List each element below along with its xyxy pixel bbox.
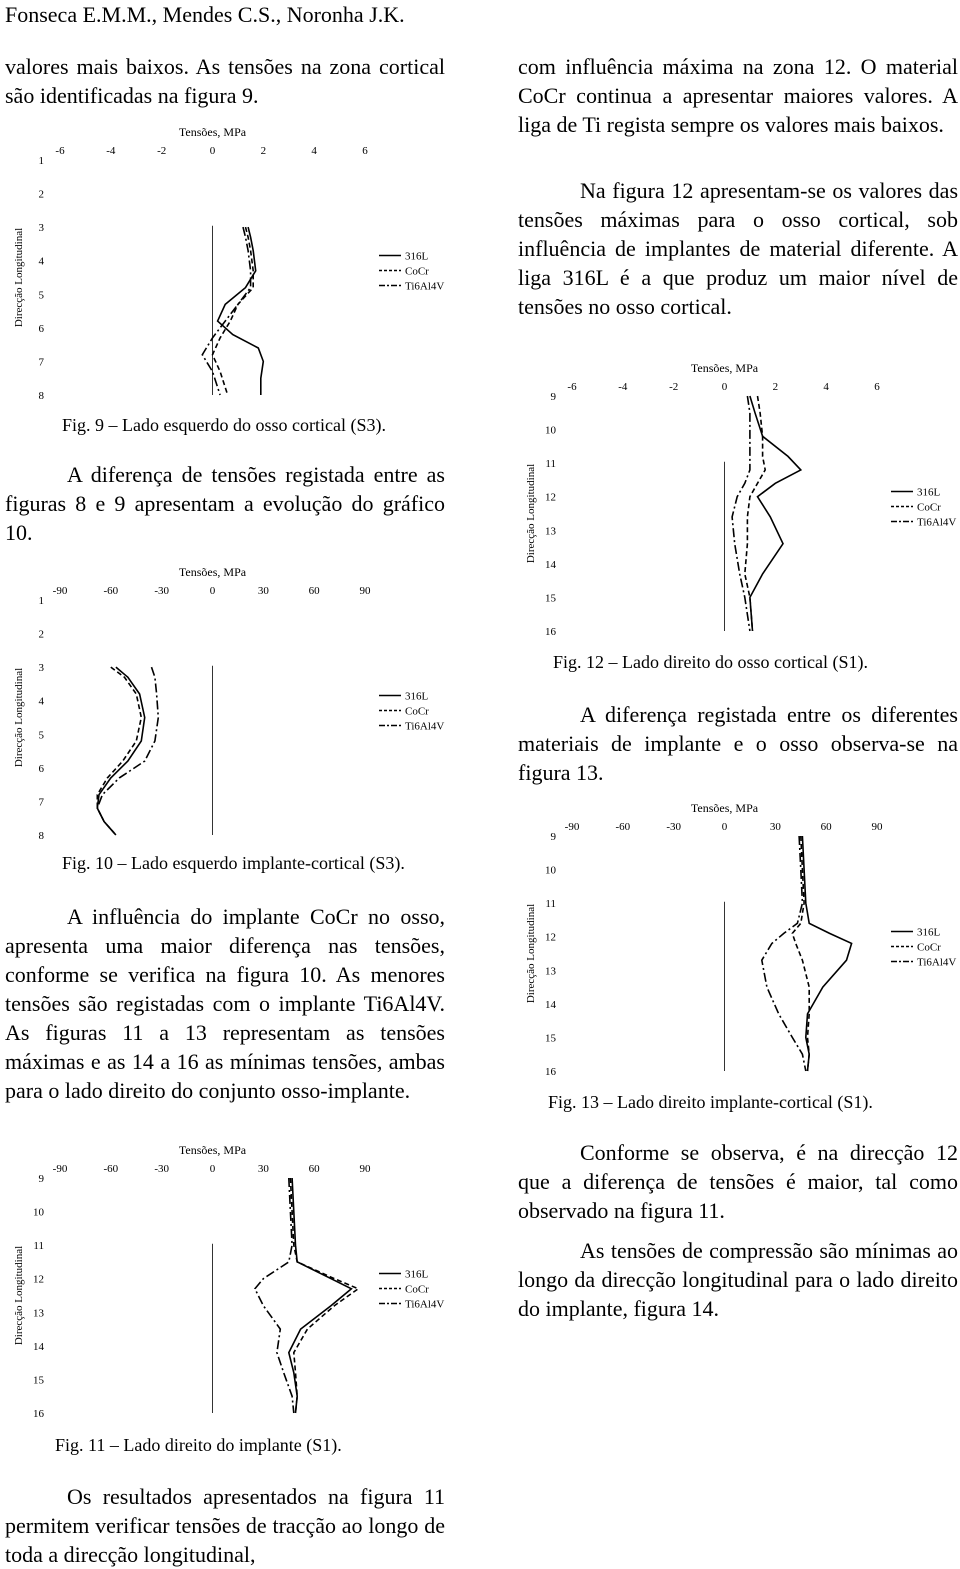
- series-line-316l: [218, 227, 264, 395]
- x-tick-label: -2: [157, 145, 167, 157]
- chart-title: Tensões, MPa: [690, 361, 759, 375]
- y-tick-label: 14: [33, 1340, 44, 1353]
- legend-label: CoCr: [917, 941, 941, 954]
- fig13-caption: Fig. 13 – Lado direito implante-cortical (S1).: [548, 1092, 873, 1112]
- fig9-chart: [10, 120, 470, 410]
- y-tick-label: 4: [38, 695, 44, 708]
- fig10-chart: [10, 560, 470, 840]
- paragraph-7: A diferença registada entre os diferentes materiais de implante e o osso observa-se na figura 13.: [518, 702, 958, 785]
- chart-title: Tensões, MPa: [178, 565, 247, 579]
- paragraph-2: A diferença de tensões registada entre as figuras 8 e 9 apresentam a evolução do gráfico 10.: [5, 462, 445, 545]
- legend-label: CoCr: [917, 501, 941, 514]
- y-tick-label: 10: [33, 1206, 44, 1219]
- fig11-caption: Fig. 11 – Lado direito do implante (S1).: [55, 1435, 342, 1455]
- y-tick-label: 2: [38, 628, 44, 641]
- legend-label: 316L: [917, 486, 941, 499]
- x-tick-label: -90: [52, 585, 68, 597]
- paragraph-6: Na figura 12 apresentam-se os valores das tensões máximas para o osso cortical, sob influência de implantes de material diferente. A liga 316L é a que produz um maior nível de tensões no osso cortical.: [518, 178, 958, 319]
- x-tick-label: 4: [823, 381, 829, 393]
- x-tick-label: 2: [772, 381, 779, 393]
- x-tick-label: 6: [362, 145, 368, 157]
- y-tick-label: 4: [38, 255, 44, 268]
- y-tick-label: 12: [545, 931, 556, 944]
- y-tick-label: 1: [38, 595, 44, 607]
- y-tick-label: 16: [33, 1408, 44, 1420]
- y-tick-label: 6: [38, 762, 44, 775]
- x-tick-label: 4: [311, 145, 317, 157]
- legend-label: 316L: [405, 250, 429, 263]
- y-axis-label: Direcção Longitudinal: [13, 667, 25, 768]
- y-tick-label: 15: [545, 592, 556, 605]
- y-tick-label: 11: [545, 898, 556, 911]
- legend-label: Ti6Al4V: [917, 516, 957, 529]
- x-tick-label: 30: [257, 585, 269, 597]
- x-tick-label: 0: [209, 145, 216, 157]
- legend-label: CoCr: [405, 705, 429, 718]
- x-tick-label: 2: [260, 145, 267, 157]
- y-tick-label: 13: [33, 1307, 44, 1320]
- fig9-caption: Fig. 9 – Lado esquerdo do osso cortical (S3).: [62, 415, 386, 435]
- x-tick-label: -30: [154, 1163, 170, 1175]
- y-tick-label: 10: [545, 424, 556, 437]
- y-axis-label: Direcção Longitudinal: [525, 903, 537, 1004]
- chart-title: Tensões, MPa: [178, 1143, 247, 1157]
- fig12-caption: Fig. 12 – Lado direito do osso cortical (S1).: [553, 652, 868, 672]
- x-tick-label: 6: [874, 381, 880, 393]
- x-tick-label: 90: [871, 821, 883, 833]
- x-tick-label: 0: [721, 381, 728, 393]
- y-tick-label: 14: [545, 998, 556, 1011]
- y-tick-label: 16: [545, 1066, 556, 1078]
- x-tick-label: 60: [308, 585, 320, 597]
- x-tick-label: 30: [769, 821, 781, 833]
- y-tick-label: 8: [38, 830, 44, 842]
- series-line-cocr: [745, 396, 765, 631]
- fig12-chart: [522, 356, 960, 646]
- x-tick-label: 30: [257, 1163, 269, 1175]
- paragraph-8: Conforme se observa, é na direcção 12 que a diferença de tensões é maior, tal como observado na figura 11.: [518, 1140, 958, 1223]
- series-line-316l: [289, 1178, 352, 1413]
- fig10-caption: Fig. 10 – Lado esquerdo implante-cortical (S3).: [62, 853, 405, 873]
- running-header: Fonseca E.M.M., Mendes C.S., Noronha J.K.: [5, 2, 405, 27]
- fig11-chart: [10, 1138, 480, 1428]
- x-tick-label: -30: [666, 821, 682, 833]
- legend-label: CoCr: [405, 1283, 429, 1296]
- paragraph-1: valores mais baixos. As tensões na zona cortical são identificadas na figura 9.: [5, 54, 445, 108]
- paragraph-3: A influência do implante CoCr no osso, apresenta uma maior diferença nas tensões, conforme se verifica na figura 10. As menores tensões são registadas com o implante Ti6Al4V. As figuras 11 a 13 representam as tensões máximas e as 14 a 16 as mínimas tensões, ambas para o lado direito do conjunto osso-implante.: [5, 904, 445, 1103]
- y-tick-label: 13: [545, 525, 556, 538]
- x-tick-label: -60: [615, 821, 631, 833]
- legend-label: Ti6Al4V: [405, 280, 445, 293]
- legend-label: Ti6Al4V: [405, 720, 445, 733]
- y-tick-label: 5: [38, 289, 44, 302]
- y-tick-label: 15: [545, 1032, 556, 1045]
- y-tick-label: 1: [38, 155, 44, 167]
- y-tick-label: 14: [545, 558, 556, 571]
- fig13-chart: [522, 796, 960, 1086]
- series-line-ti6al4v: [97, 667, 158, 835]
- legend-label: CoCr: [405, 265, 429, 278]
- y-tick-label: 3: [38, 222, 44, 235]
- paragraph-5: com influência máxima na zona 12. O material CoCr continua a apresentar maiores valores. A liga de Ti regista sempre os valores mais baixos.: [518, 54, 958, 137]
- series-line-ti6al4v: [255, 1178, 294, 1413]
- x-tick-label: -2: [669, 381, 679, 393]
- y-tick-label: 7: [38, 356, 44, 369]
- y-tick-label: 7: [38, 796, 44, 809]
- y-tick-label: 9: [550, 391, 556, 403]
- x-tick-label: 0: [209, 1163, 216, 1175]
- series-line-ti6al4v: [202, 227, 250, 395]
- x-tick-label: -90: [52, 1163, 68, 1175]
- y-tick-label: 3: [38, 662, 44, 675]
- y-tick-label: 10: [545, 864, 556, 877]
- series-line-316l: [750, 396, 801, 631]
- y-tick-label: 9: [38, 1173, 44, 1185]
- x-tick-label: -30: [154, 585, 170, 597]
- y-tick-label: 8: [38, 390, 44, 402]
- paragraph-9: As tensões de compressão são mínimas ao longo da direcção longitudinal para o lado direito do implante, figura 14.: [518, 1238, 958, 1321]
- y-tick-label: 11: [33, 1240, 44, 1253]
- x-tick-label: 0: [209, 585, 216, 597]
- y-tick-label: 11: [545, 458, 556, 471]
- x-tick-label: -90: [564, 821, 580, 833]
- x-tick-label: -4: [618, 381, 628, 393]
- y-tick-label: 5: [38, 729, 44, 742]
- y-axis-label: Direcção Longitudinal: [525, 463, 537, 564]
- x-tick-label: 90: [359, 585, 371, 597]
- legend-label: 316L: [405, 690, 429, 703]
- y-axis-label: Direcção Longitudinal: [13, 1245, 25, 1346]
- series-line-cocr: [290, 1178, 358, 1413]
- x-tick-label: 0: [721, 821, 728, 833]
- legend-label: Ti6Al4V: [917, 956, 957, 969]
- x-tick-label: 60: [308, 1163, 320, 1175]
- x-tick-label: -6: [55, 145, 65, 157]
- y-tick-label: 12: [33, 1273, 44, 1286]
- x-tick-label: 60: [820, 821, 832, 833]
- y-tick-label: 15: [33, 1374, 44, 1387]
- x-tick-label: -60: [103, 1163, 119, 1175]
- series-line-316l: [97, 667, 144, 835]
- y-tick-label: 12: [545, 491, 556, 504]
- y-tick-label: 16: [545, 626, 556, 638]
- x-tick-label: -60: [103, 585, 119, 597]
- y-tick-label: 13: [545, 965, 556, 978]
- y-tick-label: 2: [38, 188, 44, 201]
- chart-title: Tensões, MPa: [690, 801, 759, 815]
- series-line-316l: [802, 836, 851, 1071]
- y-axis-label: Direcção Longitudinal: [13, 227, 25, 328]
- x-tick-label: -6: [567, 381, 577, 393]
- y-tick-label: 9: [550, 831, 556, 843]
- x-tick-label: 90: [359, 1163, 371, 1175]
- legend-label: 316L: [917, 926, 941, 939]
- legend-label: 316L: [405, 1268, 429, 1281]
- y-tick-label: 6: [38, 322, 44, 335]
- x-tick-label: -4: [106, 145, 116, 157]
- legend-label: Ti6Al4V: [405, 1298, 445, 1311]
- chart-title: Tensões, MPa: [178, 125, 247, 139]
- paragraph-4: Os resultados apresentados na figura 11 permitem verificar tensões de tracção ao longo de toda a direcção longitudinal,: [5, 1484, 445, 1567]
